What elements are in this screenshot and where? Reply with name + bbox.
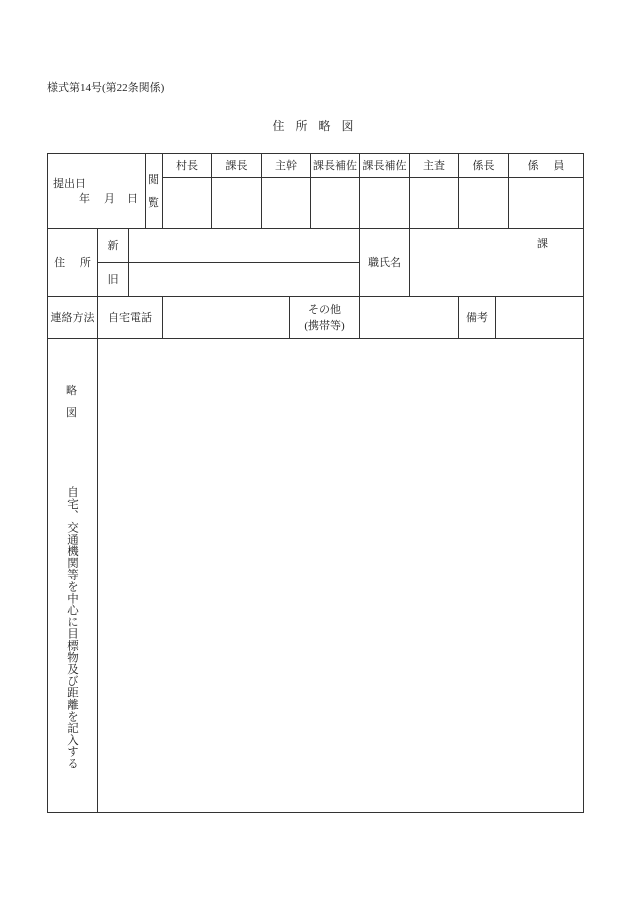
approval-stamp-village-head (162, 177, 212, 229)
remarks-field (495, 296, 584, 339)
approval-stamp-senior-staff (409, 177, 459, 229)
other-contact-label-line2: (携帯等) (304, 319, 345, 332)
approval-stamp-staff (508, 177, 584, 229)
approval-header-assistant-chief-1: 課長補佐 (310, 153, 360, 178)
other-contact-field (359, 296, 459, 339)
review-label-top: 閲 (148, 174, 159, 186)
map-drawing-area (97, 338, 584, 813)
approval-header-village-head: 村長 (162, 153, 212, 178)
form-number: 様式第14号(第22条関係) (47, 82, 165, 94)
submission-date-label: 提出日 (53, 178, 86, 190)
department-suffix-label: 課 (537, 238, 548, 250)
remarks-label: 備考 (458, 296, 496, 339)
page-title: 住 所 略 図 (272, 119, 358, 133)
map-label-cell (47, 338, 98, 813)
approval-stamp-chief-officer (261, 177, 311, 229)
approval-header-unit-chief: 係長 (458, 153, 509, 178)
home-phone-field (162, 296, 290, 339)
month-label: 月 (104, 193, 115, 205)
contact-method-label: 連絡方法 (47, 296, 98, 339)
approval-header-section-chief: 課長 (211, 153, 262, 178)
other-contact-label-line1: その他 (308, 303, 341, 316)
day-label: 日 (127, 193, 138, 205)
approval-header-assistant-chief-2: 課長補佐 (359, 153, 410, 178)
approval-stamp-assistant-chief-2 (359, 177, 410, 229)
approval-header-chief-officer: 主幹 (261, 153, 311, 178)
department-field (409, 228, 584, 297)
approval-stamp-unit-chief (458, 177, 509, 229)
home-phone-label: 自宅電話 (97, 296, 163, 339)
new-address-field (128, 228, 360, 263)
position-name-label: 職氏名 (359, 228, 410, 297)
approval-header-senior-staff: 主査 (409, 153, 459, 178)
map-label-top: 略 (66, 385, 77, 397)
old-address-label: 旧 (97, 262, 129, 297)
review-label-cell (145, 153, 163, 229)
review-label-bottom: 覧 (148, 197, 159, 209)
address-label: 住 所 (47, 228, 98, 297)
approval-stamp-assistant-chief-1 (310, 177, 360, 229)
approval-stamp-section-chief (211, 177, 262, 229)
map-instruction-text: 自宅、交通機関等を中心に目標物及び距離を記入する (66, 486, 78, 770)
old-address-field (128, 262, 360, 297)
year-label: 年 (79, 193, 90, 205)
submission-date-cell (47, 153, 146, 229)
map-label-bottom: 図 (66, 407, 77, 419)
new-address-label: 新 (97, 228, 129, 263)
other-contact-label (289, 296, 360, 339)
approval-header-staff: 係 員 (508, 153, 584, 178)
address-map-form (47, 153, 584, 813)
